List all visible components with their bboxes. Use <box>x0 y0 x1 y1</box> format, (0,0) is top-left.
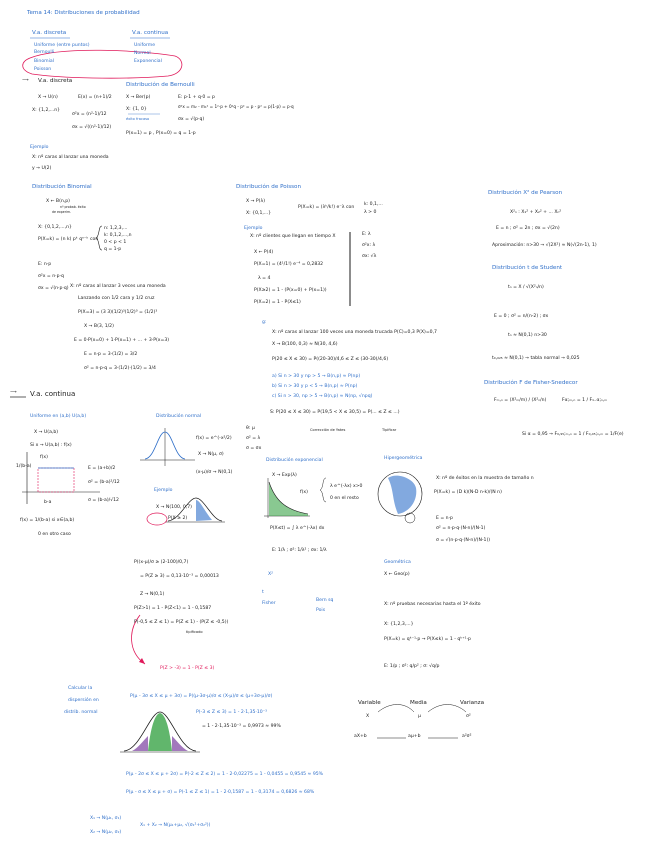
formula-line: a) Si n > 30 y np > 5 → B(n,p) ≈ P(np) <box>272 374 361 379</box>
poisson-title: Distribución de Poisson <box>236 184 302 190</box>
formula-line: E = n ; σ² = 2n ; σx = √(2n) <box>496 226 560 231</box>
uniforme-continua-title: Uniforme en (a,b) U(a,b) <box>30 414 87 419</box>
x2-list-item: Pois <box>316 608 326 613</box>
table-header: Varianza <box>460 700 485 706</box>
formula-line: X: nº caras al lanzar 3 veces una moneda <box>70 284 166 289</box>
formula-line: P(-0,5 ≤ Z ≤ 1) = P(Z ≤ 1) - (P(Z ≤ -0,5)) <box>134 620 229 625</box>
formula-line: b-a <box>44 500 52 505</box>
table-cell: a²σ² <box>462 734 472 739</box>
formula-line: = 1 - 2·1,35·10⁻³ = 0,9973 ≈ 99% <box>202 724 281 729</box>
formula-line: X → U(a,b) <box>34 430 59 435</box>
formula-line: P((x-μ)/σ ≥ (2-100)/0,7) <box>134 560 189 565</box>
formula-line: n: 1,2,3,... <box>104 226 128 231</box>
formula-line: X → N(μ, σ) <box>198 452 224 457</box>
formula-line: σ = σx <box>246 446 262 451</box>
formula-line: σ² = λ <box>246 436 261 441</box>
va-continua-section-title: V.a. continua <box>30 390 76 398</box>
formula-line: X: {1,2,...n} <box>32 108 61 113</box>
x2-list-item: t <box>262 590 264 595</box>
formula-line: P(X=k) = (D k)(N-D n-k)/(N n) <box>434 490 502 495</box>
binomial-title: Distribución Binomial <box>32 184 92 190</box>
table-cell: σ² <box>466 714 471 719</box>
formula-line: tipificado <box>186 630 203 634</box>
formula-line: X²ₙ : X₁² + X₂² + ... Xₙ² <box>510 210 562 215</box>
formula-line: P(20 ≤ X ≤ 30) = P((20-30)/4,6 ≤ Z ≤ (30-30)/4,6) <box>272 357 389 362</box>
formula-line: σ = √(n·p·q·(N-n)/(N-1)) <box>436 538 491 543</box>
formula-line: E: 1/p ; σ²: q/p² ; σ: √q/p <box>384 664 440 669</box>
fisher-title: Distribución F de Fisher-Snedecor <box>484 380 578 386</box>
ejemplo-label: Ejemplo <box>154 488 173 493</box>
formula-line: P(X≥2) = 1 - (P(x=0) + P(x=1)) <box>254 288 327 293</box>
formula-line: E = (a+b)/2 <box>88 466 116 471</box>
formula-line: P(X=3) = (3 3)(1/2)³(1/2)⁰ = (1/2)³ <box>78 310 158 315</box>
formula-line: σ² = n·p·q·(N-n)/(N-1) <box>436 526 486 531</box>
formula-line: X → N(100, 0,7) <box>156 505 192 510</box>
formula-line: X → Ber(p) <box>126 95 151 100</box>
table-cell: X <box>366 714 370 719</box>
formula-line: σ² = n·p·q = 3·(1/2)·(1/2) = 3/4 <box>84 366 156 371</box>
table-cell: μ <box>418 714 421 719</box>
formula-line: X₁ → N(μ₁, σ₁) <box>90 816 122 821</box>
formula-line: y → U(2) <box>32 166 52 171</box>
formula-line: X₂ → N(μ₂, σ₂) <box>90 830 122 835</box>
formula-line: λ > 0 <box>364 210 377 215</box>
discrete-item: Uniforme (entre puntos) <box>34 43 90 48</box>
formula-line: 0 < p < 1 <box>104 240 127 245</box>
formula-line: Aproximación: n>30 → √(2X²) ≈ N(√(2n-1), 1) <box>492 243 597 248</box>
formula-line: X: {0,1,2,...,n} <box>38 225 72 230</box>
formula-line: σ²x = n·p·q <box>38 274 64 279</box>
formula-line: X: {1,2,3,...} <box>384 622 414 627</box>
formula-line: σ² = (b-a)²/12 <box>88 480 120 485</box>
formula-line: Lanzando con 1/2 cara y 1/2 cruz <box>78 296 155 301</box>
formula-line: E = n·p = 3·(1/2) = 3/2 <box>84 352 138 357</box>
formula-line: Z → N(0,1) <box>140 592 165 597</box>
formula-line: 0 en el resto <box>330 496 359 501</box>
formula-line: P(X ≥ 2) <box>168 516 188 521</box>
formula-line: Si α = 0,95 → F₀,₉₅;ₘ,ₙ = 1 / F₀,₀₅;ₙ,ₘ = 1/F(e) <box>522 432 624 437</box>
table-cell: aX+b <box>354 734 367 739</box>
formula-line: c) Si n > 30, np > 5 → B(n,p) ≈ N(np, √npq) <box>272 394 373 399</box>
table-header: Variable <box>358 700 381 706</box>
formula-line: X: nº de éxitos en la muestra de tamaño n <box>436 476 534 481</box>
discrete-item: Bernoulli <box>34 50 55 55</box>
calcular-side-title: Calcular la <box>68 686 93 691</box>
formula-line: σ²x: λ <box>362 243 376 248</box>
formula-line: P(X≤t) = ∫ λ e^(-λx) dx <box>270 526 325 531</box>
formula-line: P(X=1) = (4¹/1!) e⁻⁴ = 0,2832 <box>254 262 324 267</box>
formula-line: b) Si n > 30 y p < 5 → B(n,p) ≈ P(np) <box>272 384 358 389</box>
chi2-title: Distribución X² de Pearson <box>488 190 563 196</box>
formula-line: Fα;ₘ,ₙ = 1 / F₁₋α;ₙ,ₘ <box>562 398 608 403</box>
formula-line: k: 0,1,... <box>364 202 383 207</box>
formula-line: tₙ ≈ N(0,1) n>30 <box>508 333 547 338</box>
continuous-item: Uniforme <box>134 43 156 48</box>
formula-line: X → Exp(λ) <box>272 473 297 478</box>
formula-line: σx = √(n·p·q) <box>38 286 69 291</box>
formula-line: k: 0,1,2,...,n <box>104 233 132 238</box>
formula-line: f(x) <box>40 455 48 460</box>
formula-line: P(X=k) = (λᵏ/k!) e⁻λ con <box>298 205 355 210</box>
formula-line: E: λ <box>362 232 371 237</box>
table-header: Media <box>410 700 427 706</box>
formula-line: P(X=k) = qᵏ⁻¹·p → P(X≤k) = 1 - qᵏ⁺¹·p <box>384 637 471 642</box>
exponencial-title: Distribución exponencial <box>266 458 323 463</box>
discrete-item: Poisson <box>34 67 52 72</box>
ejemplo-label: Ejemplo <box>30 145 49 150</box>
formula-line: P(μ - 2σ ≤ X ≤ μ + 2σ) = P(-2 ≤ Z ≤ 2) = 1 - 2·0,02275 = 1 - 0,0455 = 0,9545 ≈ 95% <box>126 772 324 777</box>
formula-line: X → U(n) <box>38 95 58 100</box>
formula-line: σ²x = (n²-1)/12 <box>72 112 107 117</box>
formula-line: X: nº caras al lanzar una moneda <box>32 155 109 160</box>
va-discreta-header: V.a. discreta <box>32 30 67 36</box>
va-continua-header: V.a. continua <box>132 30 169 36</box>
formula-line: P(Z>1) = 1 - P(Z<1) = 1 - 0,1587 <box>134 606 212 611</box>
formula-line: 0 en otro caso <box>38 532 71 537</box>
formula-line: σx = √((n²-1)/12) <box>72 125 112 130</box>
formula-line: de experim. <box>52 210 72 214</box>
formula-line: f(x) <box>300 490 308 495</box>
formula-line: P(Z > -3) = 1 - P(Z ≤ 3) <box>160 666 215 671</box>
formula-line: E = n·p <box>436 516 453 521</box>
formula-line: q = 1-p <box>104 247 122 252</box>
formula-line: P(X=k) = (n k) pᵏ qⁿ⁻ᵏ <box>38 237 89 242</box>
x2-list-title: X² <box>268 572 273 577</box>
formula-line: X ← P(4) <box>254 250 274 255</box>
student-title: Distribución t de Student <box>492 265 563 271</box>
continuous-item: Normal <box>134 51 151 56</box>
formula-line: E(x) = (n+1)/2 <box>78 95 112 100</box>
formula-line: E: p·1 + q·0 = p <box>178 95 215 100</box>
formula-line: Tipificar <box>382 428 397 432</box>
formula-line: = P(Z ≥ 3) = 0,13·10⁻³ = 0,00013 <box>140 574 219 579</box>
formula-line: X: nº caras al lanzar 100 veces una moneda trucada P(C)=0,3 P(X)=0,7 <box>272 330 437 335</box>
geometrica-title: Geométrica <box>384 560 411 565</box>
formula-line: con <box>90 237 99 242</box>
bernoulli-title: Distribución de Bernoulli <box>126 82 195 88</box>
discrete-item: Binomial <box>34 59 54 64</box>
formula-line: X: {1, 0} <box>126 107 147 112</box>
formula-line: X₁ + X₂ → N(μ₁+μ₂, √(σ₁²+σ₂²)) <box>140 823 211 828</box>
x2-list-item: Bern sq <box>316 598 334 603</box>
calcular-side-title: distrib. normal <box>64 710 98 715</box>
formula-line: X ← B(n,p) <box>46 199 70 204</box>
formula-line: P(X=2) = 1 - P(X≤1) <box>254 300 301 305</box>
formula-line: tₙ = X / √(X²ₙ/n) <box>508 285 544 290</box>
normal-title: Distribución normal <box>156 414 202 419</box>
ejemplo-label: Ejemplo <box>244 226 263 231</box>
formula-line: σ²x = m₂ - m₁² = 1²·p + 0²q - p² = p - p² = p(1-p) = p·q <box>178 104 294 109</box>
formula-line: σ = (b-a)/√12 <box>88 498 119 503</box>
formula-line: σx: √λ <box>362 254 377 259</box>
formula-line: g: <box>262 320 267 325</box>
hipergeometrica-title: Hipergeométrica <box>384 456 423 461</box>
x2-list-item: Fisher <box>262 601 276 606</box>
formula-line: X → B(3, 1/2) <box>84 324 114 329</box>
formula-line: X ← Geo(p) <box>384 572 410 577</box>
formula-line: P(μ - 3σ ≤ X ≤ μ + 3σ) = P((μ-3σ-μ)/σ ≤ (X-μ)/σ ≤ (μ+3σ-μ)/σ) <box>130 694 273 699</box>
formula-line: P(μ - σ ≤ X ≤ μ + σ) = P(-1 ≤ Z ≤ 1) = 1 - 2·0,1587 = 1 - 0,3174 = 0,6826 ≈ 68% <box>126 790 315 795</box>
page-title: Tema 14: Distribuciones de probabilidad <box>27 10 140 16</box>
formula-line: Corrección de Yates <box>310 428 346 432</box>
formula-line: 1/(b-a) <box>16 464 32 469</box>
formula-line: S: P(20 ≤ X ≤ 30) = P(19,5 < X ≤ 30,5) = P(... ≤ Z ≤ ...) <box>270 410 400 415</box>
formula-line: P(x=1) = p , P(x=0) = q = 1-p <box>126 131 196 136</box>
formula-line: f(x) = e^(-x²/2) <box>196 436 232 441</box>
formula-line: X: {0,1,...} <box>246 211 272 216</box>
formula-line: λ e^(-λx) x>0 <box>330 484 363 489</box>
formula-line: X: nº clientes que llegan en tiempo X <box>250 234 336 239</box>
formula-line: X → P(λ) <box>246 199 265 204</box>
formula-line: P(-3 ≤ Z ≤ 3) = 1 - 2·1,35·10⁻³ <box>196 710 267 715</box>
formula-line: X: nº pruebas necesarias hasta el 1º éxito <box>384 602 481 607</box>
formula-line: nº probab. éxito <box>60 205 86 209</box>
formula-line: E = 0·P(x=0) + 1·P(x=1) + ... + 3·P(x=3) <box>74 338 170 343</box>
formula-line: E: 1/λ ; σ²: 1/λ² ; σx: 1/λ <box>272 548 327 553</box>
formula-line: f(x) = 1/(b-a) si x∈(a,b) <box>20 518 75 523</box>
formula-line: θ: μ <box>246 426 255 431</box>
arrow-icon: ⟶ <box>22 78 29 83</box>
table-cell: aμ+b <box>408 734 421 739</box>
formula-line: t₀,₀₂₅ ≈ N(0,1) → tabla normal → 0,025 <box>492 356 580 361</box>
uniforme-discreta-title: V.a. discreta <box>38 78 73 84</box>
formula-line: λ = 4 <box>258 276 271 281</box>
continuous-item: Exponencial <box>134 59 162 64</box>
arrow-icon: ⟶ <box>10 390 17 395</box>
formula-line: X → B(100, 0,3) ≈ N(30, 4,6) <box>272 342 338 347</box>
calcular-side-title: dispersión en <box>68 698 99 703</box>
formula-line: E: n·p <box>38 262 52 267</box>
formula-line: E = 0 ; σ² = n/(n-2) ; σx <box>494 314 549 319</box>
formula-line: σx = √(p·q) <box>178 117 205 122</box>
formula-line: Fₘ,ₙ = (X²ₘ/m) / (X²ₙ/n) <box>494 398 547 403</box>
formula-line: (x-μ)/σ → N(0,1) <box>196 470 233 475</box>
formula-line: Si x → U(a,b) : f(x) <box>30 443 72 448</box>
formula-line: éxito fracaso <box>126 117 150 121</box>
